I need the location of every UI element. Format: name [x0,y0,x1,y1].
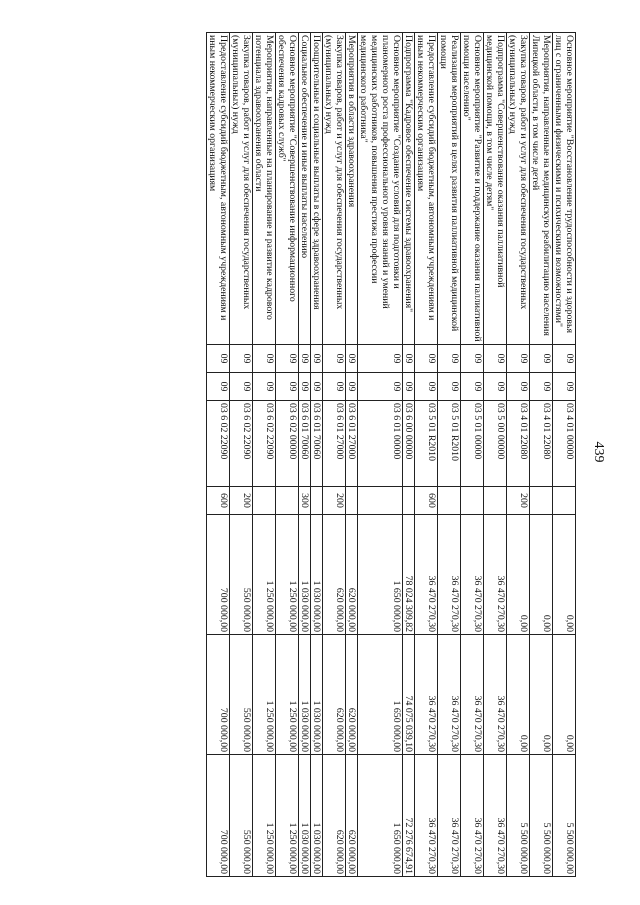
row-value-2: 620 000,00 [323,635,346,755]
table-row [299,33,311,877]
row-name: Реализация мероприятий в целях развития паллиативной медицинской помощи [438,33,461,345]
row-expense-type: 600 [207,487,230,515]
row-subsection: 09 [346,373,358,401]
row-value-1: 36 470 270,30 [438,515,461,635]
row-target-code: 03 6 01 70060 [311,401,323,487]
row-subsection: 09 [484,373,507,401]
row-value-3: 5 500 000,00 [507,755,530,877]
row-expense-type [253,487,276,515]
row-value-2: 550 000,00 [230,635,253,755]
row-expense-type [438,487,461,515]
row-value-2: 36 470 270,30 [484,635,507,755]
row-expense-type: 600 [415,487,438,515]
row-name: Основное мероприятие "Развитие и поддержание оказания паллиативной помощи населению" [461,33,484,345]
row-section: 09 [358,345,403,373]
row-expense-type [530,487,553,515]
row-section: 09 [403,345,415,373]
row-value-2: 0,00 [507,635,530,755]
table-row [311,33,323,877]
row-subsection: 09 [276,373,299,401]
row-section: 09 [553,345,576,373]
row-subsection: 09 [507,373,530,401]
row-subsection: 09 [253,373,276,401]
row-value-3: 1 250 000,00 [276,755,299,877]
row-expense-type: 200 [323,487,346,515]
page-number: 439 [591,441,606,463]
table-row [507,33,530,877]
row-name: Основное мероприятие "Создание условий для подготовки и планомерного роста профессионального уровня знаний и умений медицинских работников, повышения престижа профессии медицинского работника" [358,33,403,345]
row-section: 09 [276,345,299,373]
row-expense-type [358,487,403,515]
row-subsection: 09 [230,373,253,401]
row-section: 09 [530,345,553,373]
row-expense-type [553,487,576,515]
row-value-1: 0,00 [507,515,530,635]
row-value-1: 36 470 270,30 [415,515,438,635]
row-section: 09 [461,345,484,373]
row-value-1: 0,00 [553,515,576,635]
row-value-2: 700 000,00 [207,635,230,755]
table-body [207,33,576,877]
row-value-3: 36 470 270,30 [484,755,507,877]
row-value-1: 78 024 309,82 [403,515,415,635]
table-row [530,33,553,877]
row-expense-type [461,487,484,515]
row-value-1: 620 000,00 [346,515,358,635]
row-value-3: 1 030 000,00 [299,755,311,877]
row-subsection: 09 [461,373,484,401]
row-value-2: 0,00 [553,635,576,755]
row-value-2: 1 250 000,00 [276,635,299,755]
row-expense-type: 300 [299,487,311,515]
row-name: Основное мероприятие "Восстановление трудоспособности и здоровья лиц с ограниченными физическими и психическими возможностями" [553,33,576,345]
row-subsection: 09 [323,373,346,401]
row-value-3: 36 470 270,30 [415,755,438,877]
row-value-3: 5 500 000,00 [553,755,576,877]
row-expense-type: 200 [507,487,530,515]
row-target-code: 03 4 01 22080 [530,401,553,487]
row-name: Закупка товаров, работ и услуг для обеспечения государственных (муниципальных) нужд [507,33,530,345]
row-value-2: 1 030 000,00 [311,635,323,755]
row-section: 09 [323,345,346,373]
row-value-1: 620 000,00 [323,515,346,635]
row-section: 09 [207,345,230,373]
row-value-2: 1 250 000,00 [253,635,276,755]
row-subsection: 09 [311,373,323,401]
row-value-1: 550 000,00 [230,515,253,635]
row-target-code: 03 6 01 00000 [358,401,403,487]
rotated-page [56,32,576,876]
row-target-code: 03 6 01 27000 [346,401,358,487]
row-value-3: 550 000,00 [230,755,253,877]
row-section: 09 [311,345,323,373]
row-value-1: 0,00 [530,515,553,635]
row-value-1: 36 470 270,30 [461,515,484,635]
row-target-code: 03 5 01 R2010 [438,401,461,487]
table-row [276,33,299,877]
row-subsection: 09 [358,373,403,401]
row-subsection: 09 [403,373,415,401]
row-subsection: 09 [415,373,438,401]
row-name: Мероприятия в области здравоохранения [346,33,358,345]
row-name: Подпрограмма "Кадровое обеспечение системы здравоохранения" [403,33,415,345]
row-target-code: 03 6 02 22090 [230,401,253,487]
row-value-3: 5 500 000,00 [530,755,553,877]
row-target-code: 03 5 01 00000 [461,401,484,487]
row-name: Мероприятия, направленные на планирование и развитие кадрового потенциала здравоохранения области [253,33,276,345]
row-target-code: 03 6 01 27000 [323,401,346,487]
row-target-code: 03 6 02 22090 [207,401,230,487]
row-subsection: 09 [438,373,461,401]
row-value-1: 700 000,00 [207,515,230,635]
row-value-1: 1 250 000,00 [276,515,299,635]
row-target-code: 03 5 01 R2010 [415,401,438,487]
row-value-3: 36 470 270,30 [438,755,461,877]
row-section: 09 [507,345,530,373]
row-expense-type: 200 [230,487,253,515]
row-value-2: 36 470 270,30 [461,635,484,755]
row-name: Предоставление субсидий бюджетным, автономным учреждениям и иным некоммерческим организациям [415,33,438,345]
row-value-3: 700 000,00 [207,755,230,877]
row-value-1: 36 470 270,30 [484,515,507,635]
row-value-1: 1 650 000,00 [358,515,403,635]
row-value-3: 72 276 674,91 [403,755,415,877]
row-section: 09 [253,345,276,373]
row-name: Закупка товаров, работ и услуг для обеспечения государственных (муниципальных) нужд [323,33,346,345]
row-subsection: 09 [299,373,311,401]
budget-table [206,32,576,877]
row-target-code: 03 4 01 22080 [507,401,530,487]
table-row [415,33,438,877]
row-target-code: 03 5 00 00000 [484,401,507,487]
row-name: Основное мероприятие "Совершенствование информационного обеспечения кадровых служб" [276,33,299,345]
row-target-code: 03 6 02 00000 [276,401,299,487]
row-expense-type [484,487,507,515]
row-subsection: 09 [207,373,230,401]
row-expense-type [403,487,415,515]
table-row [207,33,230,877]
table-row [438,33,461,877]
table-row [461,33,484,877]
table-row [553,33,576,877]
row-value-2: 36 470 270,30 [415,635,438,755]
row-value-2: 620 000,00 [346,635,358,755]
row-section: 09 [346,345,358,373]
row-target-code: 03 6 02 22090 [253,401,276,487]
table-row [253,33,276,877]
row-name: Предоставление субсидий бюджетным, автономным учреждениям и иным некоммерческим организациям [207,33,230,345]
row-expense-type [346,487,358,515]
row-value-3: 36 470 270,30 [461,755,484,877]
row-name: Закупка товаров, работ и услуг для обеспечения государственных (муниципальных) нужд [230,33,253,345]
row-section: 09 [230,345,253,373]
row-subsection: 09 [530,373,553,401]
row-value-1: 1 250 000,00 [253,515,276,635]
row-value-3: 1 030 000,00 [311,755,323,877]
row-section: 09 [484,345,507,373]
row-expense-type [311,487,323,515]
row-subsection: 09 [553,373,576,401]
row-value-1: 1 030 000,00 [299,515,311,635]
row-section: 09 [415,345,438,373]
row-value-2: 36 470 270,30 [438,635,461,755]
row-section: 09 [438,345,461,373]
row-value-2: 74 075 039,10 [403,635,415,755]
table-row [230,33,253,877]
row-section: 09 [299,345,311,373]
row-target-code: 03 6 00 00000 [403,401,415,487]
table-row [403,33,415,877]
row-value-3: 1 650 000,00 [358,755,403,877]
row-name: Мероприятия, направленные на медицинскую реабилитацию населения Липецкой области, в том числе детей [530,33,553,345]
row-value-3: 620 000,00 [323,755,346,877]
row-target-code: 03 6 01 70060 [299,401,311,487]
table-row [323,33,346,877]
row-value-2: 0,00 [530,635,553,755]
row-value-3: 620 000,00 [346,755,358,877]
row-name: Подпрограмма "Совершенствование оказания паллиативной медицинской помощи, в том числе детям" [484,33,507,345]
row-target-code: 03 4 01 00000 [553,401,576,487]
row-name: Поощрительные и социальные выплаты в сфере здравоохранения [311,33,323,345]
table-row [484,33,507,877]
row-value-2: 1 650 000,00 [358,635,403,755]
row-value-1: 1 030 000,00 [311,515,323,635]
row-value-2: 1 030 000,00 [299,635,311,755]
row-expense-type [276,487,299,515]
table-row [346,33,358,877]
table-row [358,33,403,877]
row-name: Социальное обеспечение и иные выплаты населению [299,33,311,345]
row-value-3: 1 250 000,00 [253,755,276,877]
